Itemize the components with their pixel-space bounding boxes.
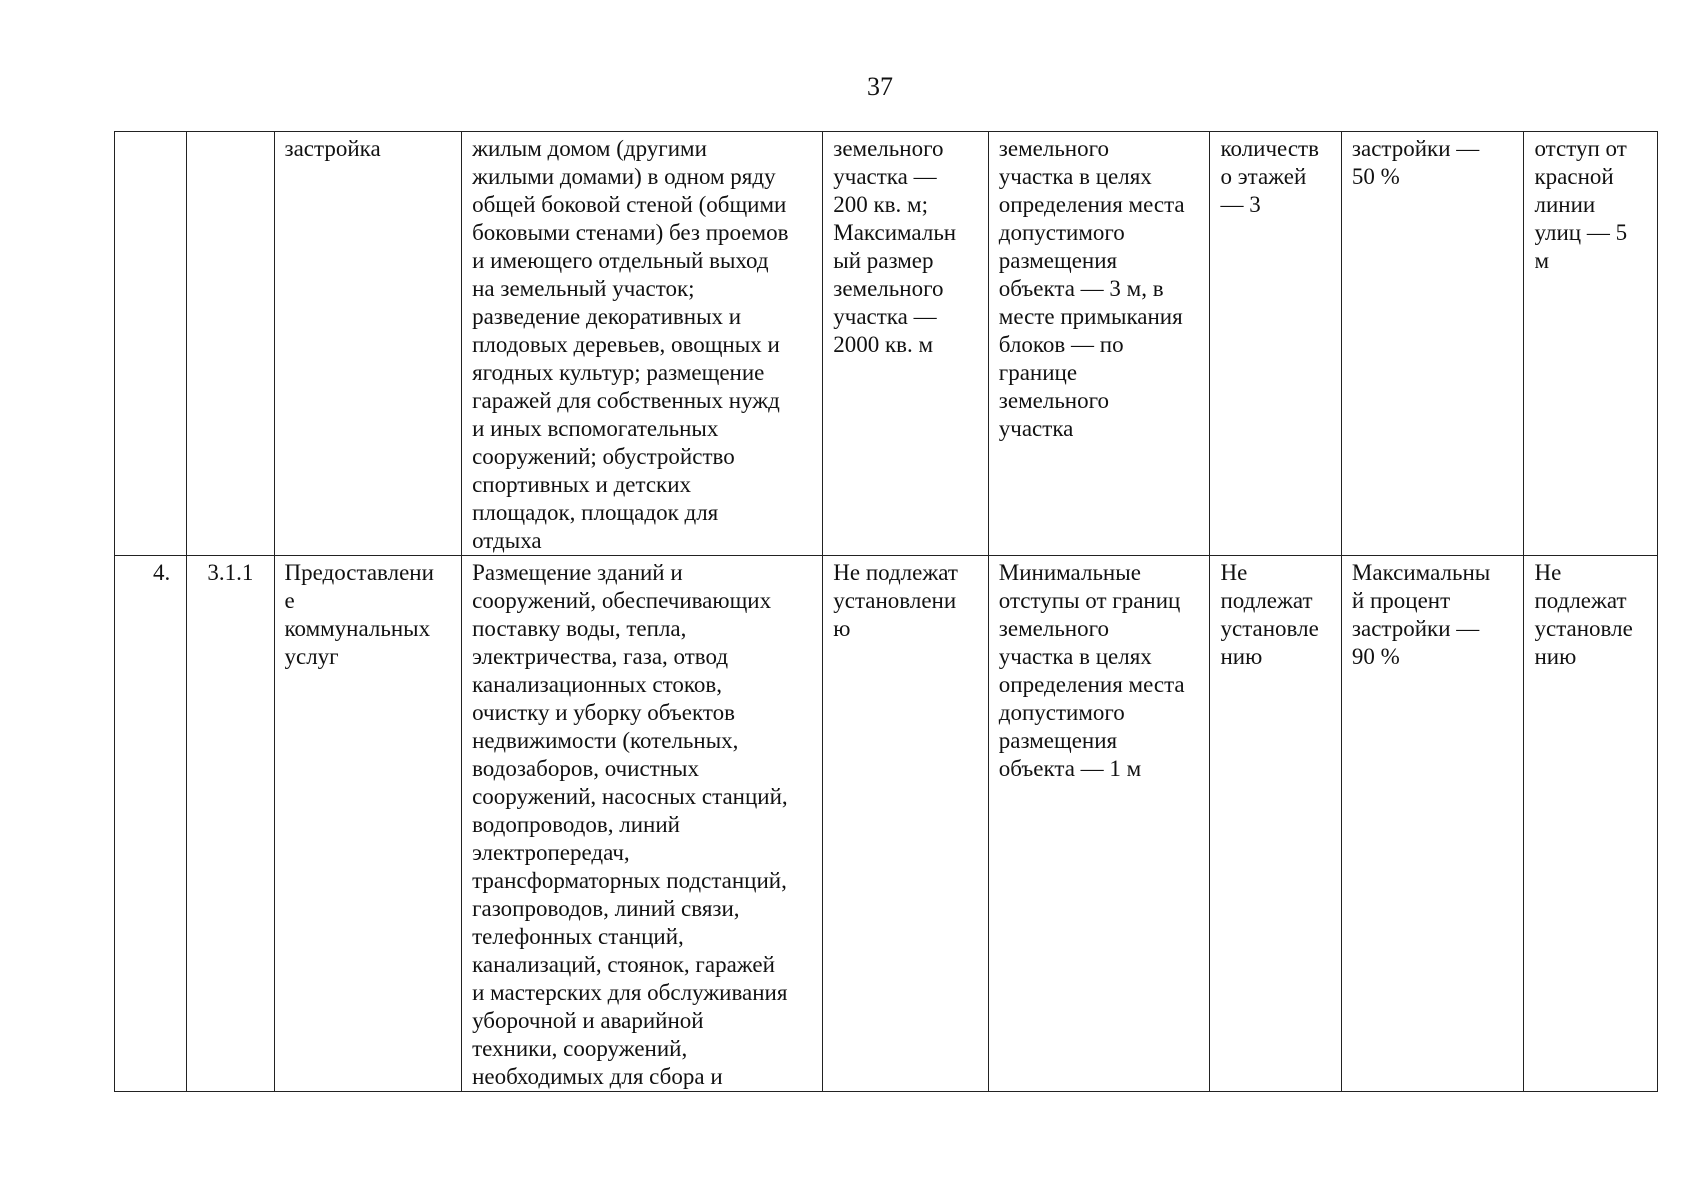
coverage-cell: Максимальны й процент застройки — 90 %: [1341, 556, 1524, 1092]
table-row: [115, 556, 1658, 1092]
code-cell: 3.1.1: [187, 556, 274, 1092]
table-row: [115, 132, 1658, 556]
other-params-cell: Не подлежат установле нию: [1524, 556, 1658, 1092]
coverage-cell: застройки — 50 %: [1341, 132, 1524, 556]
use-name-cell: Предоставлени е коммунальных услуг: [274, 556, 462, 1092]
setbacks-cell: Минимальные отступы от границ земельного участка в целях определения места допустимого размещения объекта — 1 м: [988, 556, 1210, 1092]
page-number: 37: [867, 72, 893, 101]
floors-cell: Не подлежат установле нию: [1210, 556, 1341, 1092]
code-cell: [187, 132, 274, 556]
use-name-cell: застройка: [274, 132, 462, 556]
other-params-cell: отступ от красной линии улиц — 5 м: [1524, 132, 1658, 556]
setbacks-cell: земельного участка в целях определения места допустимого размещения объекта — 3 м, в месте примыкания блоков — по границе земельного участка: [988, 132, 1210, 556]
floors-cell: количеств о этажей — 3: [1210, 132, 1341, 556]
row-number-cell: 4.: [115, 556, 187, 1092]
plot-size-cell: Не подлежат установлени ю: [823, 556, 989, 1092]
land-use-table: [114, 131, 1658, 1092]
plot-size-cell: земельного участка — 200 кв. м; Максимальн ый размер земельного участка — 2000 кв. м: [823, 132, 989, 556]
description-cell: жилым домом (другими жилыми домами) в одном ряду общей боковой стеной (общими боковыми стенами) без проемов и имеющего отдельный выход на земельный участок; разведение декоративных и плодовых деревьев, овощных и ягодных культур; размещение гаражей для собственных нужд и иных вспомогательных сооружений; обустройство спортивных и детских площадок, площадок для отдыха: [462, 132, 823, 556]
description-cell: Размещение зданий и сооружений, обеспечивающих поставку воды, тепла, электричества, газа, отвод канализационных стоков, очистку и уборку объектов недвижимости (котельных, водозаборов, очистных сооружений, насосных станций, водопроводов, линий электропередач, трансформаторных подстанций, газопроводов, линий связи, телефонных станций, канализаций, стоянок, гаражей и мастерских для обслуживания уборочной и аварийной техники, сооружений, необходимых для сбора и: [462, 556, 823, 1092]
row-number-cell: [115, 132, 187, 556]
